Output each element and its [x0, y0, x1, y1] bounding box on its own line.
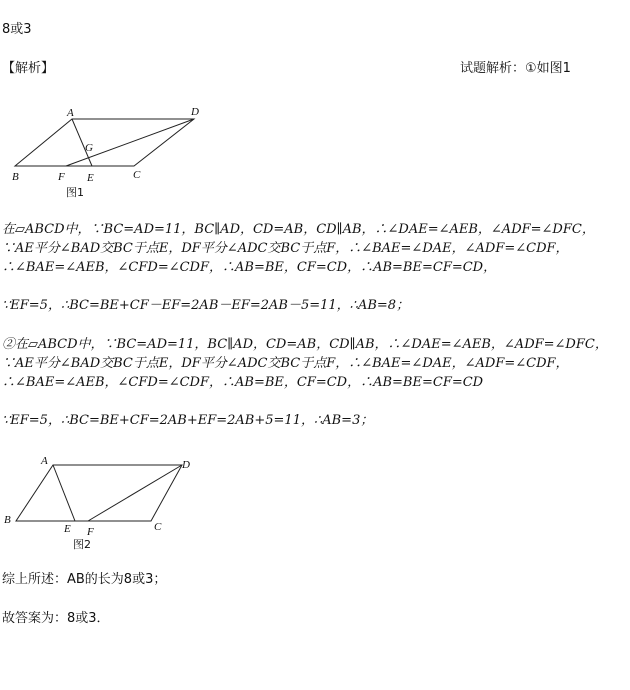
segment-df-fig2 [88, 465, 182, 521]
case2-reasoning: ②在▱ABCD中，∵BC=AD=11，BC∥AD，CD=AB，CD∥AB，∴∠DAE=∠AEB，∠ADF=∠DFC，∵AE平分∠BAD交BC于点E，DF平分∠ADC交BC于点F，∴∠BAE=∠DAE，∠ADF=∠CDF，∴∠BAE=∠AEB，∠CFD=∠CDF，∴AB=BE，CF=CD，∴AB=BE=CF=CD [2, 337, 608, 390]
fig1-label-d: D [191, 106, 199, 118]
summary-line: 综上所述：AB的长为8或3； [2, 572, 167, 587]
fig1-label-c: C [133, 169, 141, 181]
fig1-label-a: A [67, 107, 74, 119]
answer-line: 8或3 [2, 22, 32, 37]
case1-reasoning: 在▱ABCD中，∵BC=AD=11，BC∥AD，CD=AB，CD∥AB，∴∠DAE=∠AEB，∠ADF=∠DFC，∵AE平分∠BAD交BC于点E，DF平分∠ADC交BC于点F，∴∠BAE=∠DAE，∠ADF=∠CDF，∴∠BAE=∠AEB，∠CFD=∠CDF，∴AB=BE，CF=CD，∴AB=BE=CF=CD， [2, 222, 595, 275]
parallelogram-abcd-fig2 [16, 465, 182, 521]
fig2-label-f: F [87, 526, 94, 538]
analysis-label: 【解析】 [2, 61, 55, 76]
final-answer-line: 故答案为：8或3． [2, 611, 110, 626]
fig2-label-a: A [41, 455, 48, 467]
fig2-label-b: B [4, 514, 11, 526]
fig2-label-c: C [154, 521, 162, 533]
figure-1 [12, 106, 199, 199]
parallelogram-abcd-fig1 [15, 119, 194, 166]
fig1-label-e: E [87, 172, 94, 184]
segment-ae-fig2 [53, 465, 75, 521]
fig2-caption: 图2 [73, 538, 91, 551]
figure-2 [4, 455, 190, 551]
fig1-label-b: B [12, 171, 19, 183]
case1-conclusion: ∵EF=5，∴BC=BE+CF－EF=2AB－EF=2AB－5=11，∴AB=8； [2, 298, 410, 313]
case2-conclusion: ∵EF=5，∴BC=BE+CF=2AB+EF=2AB+5=11，∴AB=3； [2, 413, 374, 428]
fig2-label-e: E [64, 523, 71, 535]
fig2-label-d: D [182, 459, 190, 471]
fig1-caption: 图1 [66, 186, 84, 199]
analysis-intro: 试题解析：①如图1 [460, 61, 571, 76]
fig1-label-g: G [85, 142, 93, 154]
fig1-label-f: F [58, 171, 65, 183]
